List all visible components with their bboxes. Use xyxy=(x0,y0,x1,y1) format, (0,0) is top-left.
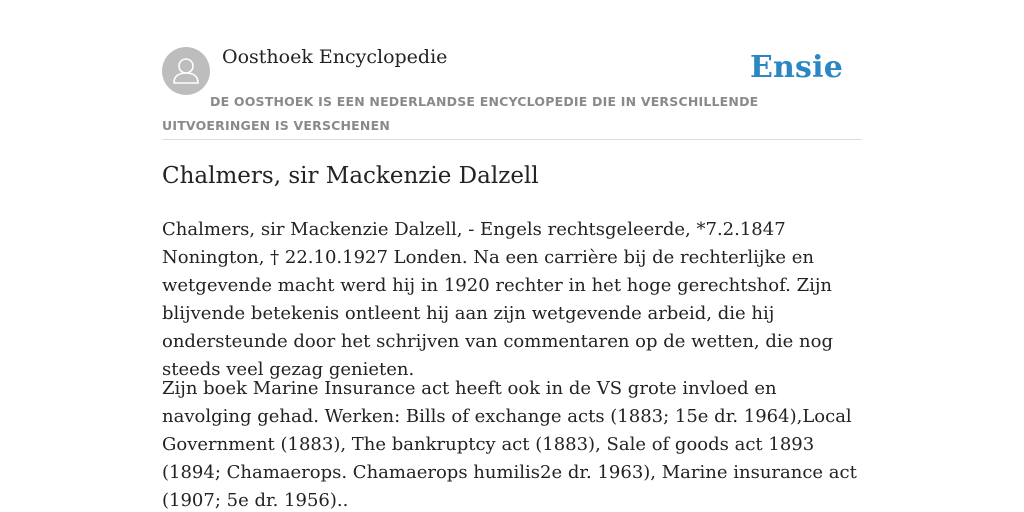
page-container xyxy=(162,0,862,512)
site-name-link[interactable]: Oosthoek Encyclopedie xyxy=(222,46,448,68)
user-avatar-icon[interactable] xyxy=(162,47,210,95)
article-paragraph-2: Zijn boek Marine Insurance act heeft ook in de VS grote invloed en navolging gehad. Werken: Bills of exchange acts (1883; 15e dr. 1964),Local Government (1883), The bankruptcy act (1883), Sale of goods act 1893 (1894; Chamaerops. Chamaerops humilis2e dr. 1963), Marine insurance act (1907; 5e dr. 1956).. xyxy=(162,378,857,511)
article-paragraph-1: Chalmers, sir Mackenzie Dalzell, - Engels rechtsgeleerde, *7.2.1847 Nonington, † 22.10.1927 Londen. Na een carrière bij de rechterlijke en wetgevende macht werd hij in 1920 rechter in het hoge gerechtshof. Zijn blijvende betekenis ontleent hij aan zijn wetgevende arbeid, die hij ondersteunde door het schrijven van commentaren op de wetten, die nog steeds veel gezag genieten. xyxy=(162,219,833,380)
ensie-logo-link[interactable]: Ensie xyxy=(749,50,843,85)
article-title: Chalmers, sir Mackenzie Dalzell xyxy=(162,163,539,189)
site-header xyxy=(162,0,862,140)
site-tagline: DE OOSTHOEK IS EEN NEDERLANDSE ENCYCLOPEDIE DIE IN VERSCHILLENDE UITVOERINGEN IS VERSCHENEN xyxy=(162,94,759,133)
